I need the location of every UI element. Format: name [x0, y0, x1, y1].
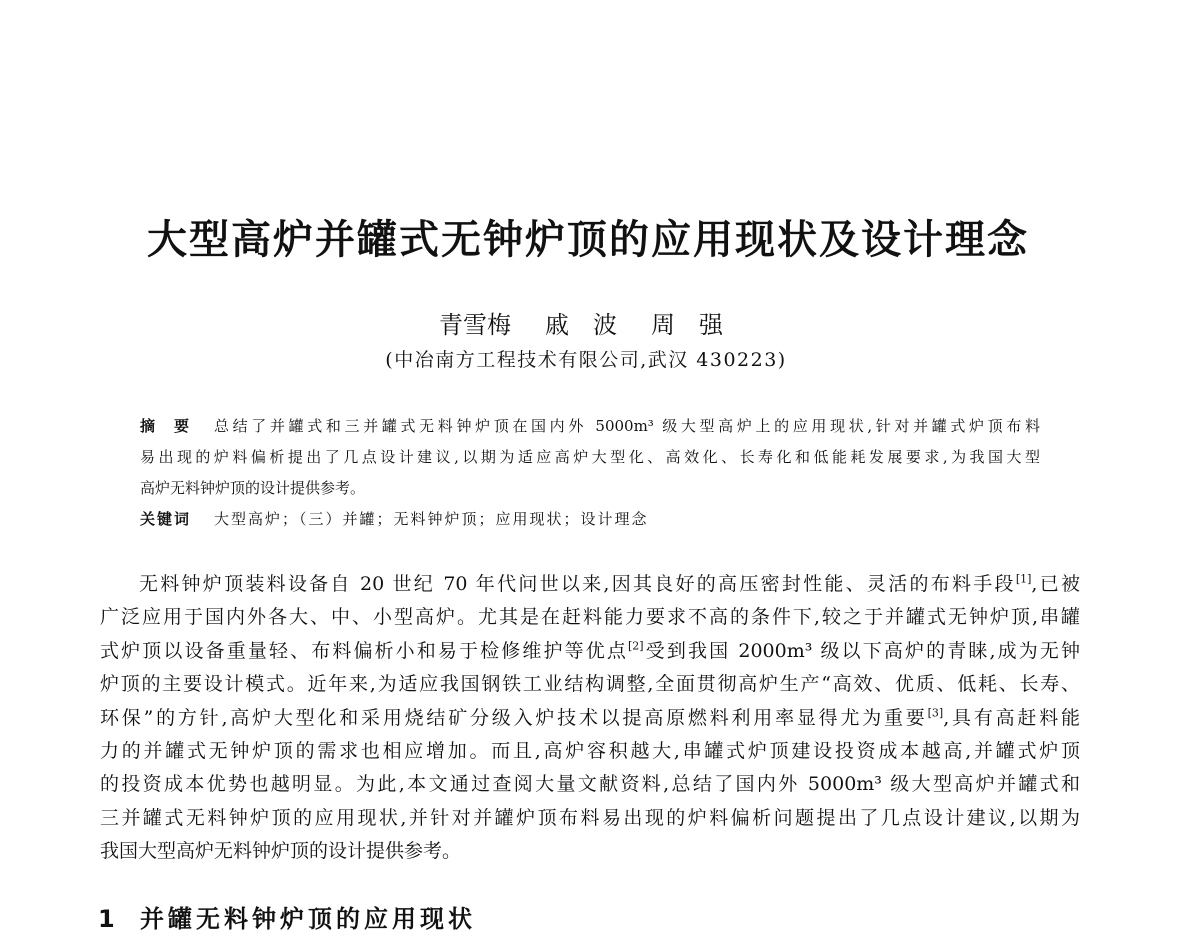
body-text: 受到我国 2000m³ 级以下高炉的青睐,成为无钟 [643, 639, 1080, 662]
abstract-text: 易出现的炉料偏析提出了几点设计建议,以期为适应高炉大型化、高效化、长寿化和低能耗发展要求,为我国大型 [140, 448, 1040, 466]
body-text: 无料钟炉顶装料设备自 20 世纪 70 年代问世以来,因其良好的高压密封性能、灵活的布料手段 [139, 573, 1016, 595]
body-line [100, 768, 1080, 801]
keywords-text: 大型高炉；（三）并罐；无料钟炉顶；应用现状；设计理念 [214, 510, 649, 528]
body-text: 式炉顶以设备重量轻、布料偏析小和易于检修维护等优点 [100, 639, 629, 662]
body-text: 力的并罐式无钟炉顶的需求也相应增加。而且,高炉容积越大,串罐式炉顶建设投资成本越高,并罐式炉顶 [100, 739, 1080, 762]
author-list [0, 308, 1162, 342]
abstract-label: 摘 要 [140, 417, 192, 435]
body-text: 炉顶的主要设计模式。近年来,为适应我国钢铁工业结构调整,全面贯彻高炉生产“高效、优质、低耗、长寿、 [100, 673, 1080, 696]
section-title: 并罐无料钟炉顶的应用现状 [140, 905, 476, 933]
body-paragraph [100, 568, 1080, 869]
paper-title: 大型高炉并罐式无钟炉顶的应用现状及设计理念 [147, 217, 1029, 263]
author-name: 青雪梅 [439, 311, 511, 339]
keywords-label: 关键词 [140, 510, 192, 528]
body-line [100, 568, 1080, 601]
body-line [100, 835, 1080, 868]
citation-marker: [2] [628, 639, 644, 653]
abstract-line [140, 442, 1040, 473]
body-line [100, 635, 1080, 668]
abstract-block [140, 411, 1040, 535]
abstract-text: 总结了并罐式和三并罐式无料钟炉顶在国内外 5000m³ 级大型高炉上的应用现状,针对并罐式炉顶布料 [214, 417, 1040, 435]
body-line [100, 702, 1080, 735]
body-line [100, 735, 1080, 768]
section-heading [98, 902, 476, 936]
body-text: ,已被 [1031, 573, 1080, 595]
affiliation: (中冶南方工程技术有限公司,武汉 430223) [385, 349, 787, 371]
abstract-text: 高炉无料钟炉顶的设计提供参考。 [140, 479, 366, 497]
body-line [100, 802, 1080, 835]
author-name: 周 强 [651, 311, 723, 339]
section-number: 1 [98, 905, 115, 933]
body-line [100, 601, 1080, 634]
body-line [100, 668, 1080, 701]
body-text: ,具有高赶料能 [943, 706, 1080, 729]
author-name: 戚 波 [545, 311, 617, 339]
abstract-line [140, 473, 1040, 504]
body-text: 我国大型高炉无料钟炉顶的设计提供参考。 [100, 840, 462, 863]
body-text: 三并罐式无料钟炉顶的应用现状,并针对并罐炉顶布料易出现的炉料偏析问题提出了几点设计建议,以期为 [100, 806, 1080, 829]
citation-marker: [3] [927, 706, 944, 720]
abstract-line [140, 411, 1040, 442]
body-text: 的投资成本优势也越明显。为此,本文通过查阅大量文献资料,总结了国内外 5000m³ 级大型高炉并罐式和 [100, 773, 1080, 796]
body-text: 广泛应用于国内外各大、中、小型高炉。尤其是在赶料能力要求不高的条件下,较之于并罐式无钟炉顶,串罐 [100, 606, 1080, 629]
body-text: 环保”的方针,高炉大型化和采用烧结矿分级入炉技术以提高原燃料利用率显得尤为重要 [100, 706, 928, 729]
citation-marker: [1] [1015, 572, 1032, 586]
keywords-line [140, 504, 1040, 535]
